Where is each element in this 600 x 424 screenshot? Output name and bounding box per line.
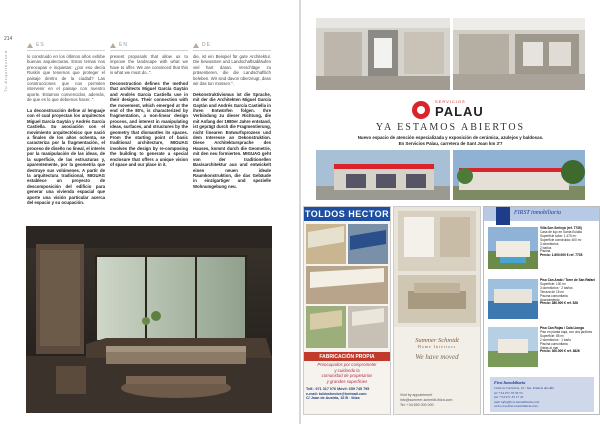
showroom-photo [316, 18, 450, 90]
page-number: 214 [4, 36, 13, 42]
triangle-icon [193, 43, 199, 48]
palau-line2: En Servicios Palau, carretera de Sant Joan km 3'7 [398, 141, 503, 146]
toldos-banner: FABRICACIÓN PROPIA [304, 352, 390, 361]
column-es [27, 54, 105, 211]
toldos-hector-ad [303, 206, 391, 415]
first-inmobiliaria-ad [483, 206, 600, 415]
shield-icon [496, 207, 510, 225]
summer-info: Visit by appointment info@summer-schmidt-ibiza.com Tel: +34 650 000 000 [400, 393, 453, 407]
summer-tagline: We have moved [415, 353, 459, 361]
column-rule [193, 50, 271, 51]
section-vertical-label: Tu Arquitectura [3, 50, 8, 92]
building-photo [453, 150, 585, 200]
palau-line1: Nuevo espacio de atención especializada y exposición de cerámica, azulejos y baldosas. [357, 135, 544, 140]
column-heading-de: DE [193, 42, 211, 48]
palau-headline: YA ESTAMOS ABIERTOS [375, 122, 526, 133]
first-brand: FIRST inmobiliaria [514, 210, 562, 216]
column-rule [27, 50, 105, 51]
paragraph: Dekonstruktivismus ist die Sprache, mit der die Architekten Miguel García Gaytán und Andrés García Castiella in ihren Entwürfen folgen. Ihre Verbindung zu dieser Richtung, die mit Anfang der 1980er Jahre entstand, ist geprägt durch die Fragmentierung, nicht linearen Entwurfsprozess und dem Interesse an Dekonstruktion. Diese Architektursprache des Hauses, kommt durch die Geometrie, mit den neu formierten. MIGUAG geht von der traditionellen Basisarchitektur aus und entwickelt einen neuen ideale Raumkonstruktion, die das Gebäude in einzigartiger und spezielle Wohnumgebung neu. [193, 91, 271, 189]
palau-logo-small: SERVICIOS [435, 99, 466, 104]
right-page [301, 0, 600, 424]
palau-logo [411, 99, 507, 121]
column-heading-es: ES [27, 42, 45, 48]
column-en [110, 54, 188, 173]
listing-photo [488, 327, 538, 367]
interior-ad-photo [394, 207, 480, 327]
column-heading-en: EN [110, 42, 128, 48]
interior-photo [26, 226, 272, 413]
palau-logo-name: PALAU [435, 104, 484, 119]
paragraph: La deconstrucción define al lenguaje con el cual proyectan los arquitectos Miguel García Gaytán y Andrés García Castiella. Su asociación con el movimiento arquitectónico que nació a finales de los años ochenta, se caracteriza por la fragmentación, el proceso de diseño no lineal, el interés por la manipulación de las ideas, de la superficie, de las estructuras y, aparentemente, por la geometría que destruye sus volúmenes. A partir de la arquitectura tradicional, MIGUAG establece un proyecto de descomposición del edificio para generar una vivienda espacial que aporte una visión particular acerca del espacio y su ocupación. [27, 108, 105, 205]
toldos-title: TOLDOS HECTOR [304, 209, 390, 219]
listing: Piso Can Arabí / Torre de San Rafael Superficie: 130 m² 3 dormitorios · 2 baños Terraza de 15 m² Piscina comunitaria Aparcamiento Precio: 380.000 € ref. 528 [540, 278, 595, 306]
first-contact-box [490, 377, 594, 412]
triangle-icon [110, 43, 116, 48]
listing-photo [488, 279, 538, 319]
paragraph: die, ist ein Beispiel für gute Architektur. Die bewussten und Landschaftsabläufen viel hart daran. Verschläge zu präsentieren, die die Landschaftlich beleben. Wir sind davon überzeugt, dass wir das tun müssen.". [193, 54, 271, 87]
triangle-icon [27, 43, 33, 48]
summer-brand: Summer Schmidt Home Interiors [415, 337, 459, 349]
toldos-slogan: Preocupados por comprometer y cuidando la comunidad de propietarios y grandes superficies [317, 362, 377, 384]
listing: Villa Son Serinyà (ref. 7735) Casa de lujo en Santa Eulalia Superficie solar: 1.475 m² Superficie construida: 400 m² 3 dormitorios 2 baños Piscina Precio: 1.600.000 € ref. 7735 [540, 226, 583, 258]
column-rule [110, 50, 188, 51]
left-page [0, 0, 299, 424]
paragraph: lo construido en los últimos años exhibe buenas arquitecturas. Estos temas nos preocupan e inquietan: ¿por eso decía Ruskin que tenemos que proteger el paisaje dentro de la ciudad? Las construcciones que nos permiten intervenir en el paisaje con nuestro aporte. Estamos convencidos, además, de que es lo que debemos hacer..". [27, 54, 105, 103]
awning-photos [304, 222, 390, 350]
column-de [193, 54, 271, 195]
listing: Piso Can Rojas / Cala Llonga Piso en planta baja, con dos jardines Superficie: 85 m² 2 dormitorios · 1 baño Piscina comunitaria Vistas al mar Precio: 300.000 € ref. 3826 [540, 326, 593, 354]
building-photo [316, 150, 450, 200]
paragraph: present proposals that allow us to improve the landscape with what we have to offer. We are convinced that this is what we must do..". [110, 54, 188, 76]
paragraph: Deconstruction defines the method that architects Miguel García Gaytán and Andrés García Castiella use in their designs. Their connection with the movement, which emerged at the end of the 80's, is characterized by fragmentation, a non-linear design process, and interest in manipulating ideas, surfaces, and structures by the geometry that dismantles its spaces. From the starting point of basic traditional architecture, MIGUAG involves the design by re-composing the building to generate a special enclosure that offers a unique vision of space and our place in it. [110, 81, 188, 168]
first-footer-title: First Inmobiliaria [494, 380, 526, 385]
listing-photo [488, 227, 538, 269]
summer-schmidt-ad [393, 206, 481, 415]
first-footer-lines: Calle la Carretera, 19 · Sta. Eulària des Riu tel +34 971 33 36 55 fax +34 971 33 17 45 mail info@first-inmobiliaria.com web www.first-inmobiliaria.com [494, 386, 555, 408]
toldos-contact: Telf.: 971 317 076 Móvil: 659 745 795 e-mail: toldoshector@hotmail.com C/ Joan de Austria, 16 B · Ibiza [306, 387, 370, 401]
showroom-photo [453, 18, 585, 90]
